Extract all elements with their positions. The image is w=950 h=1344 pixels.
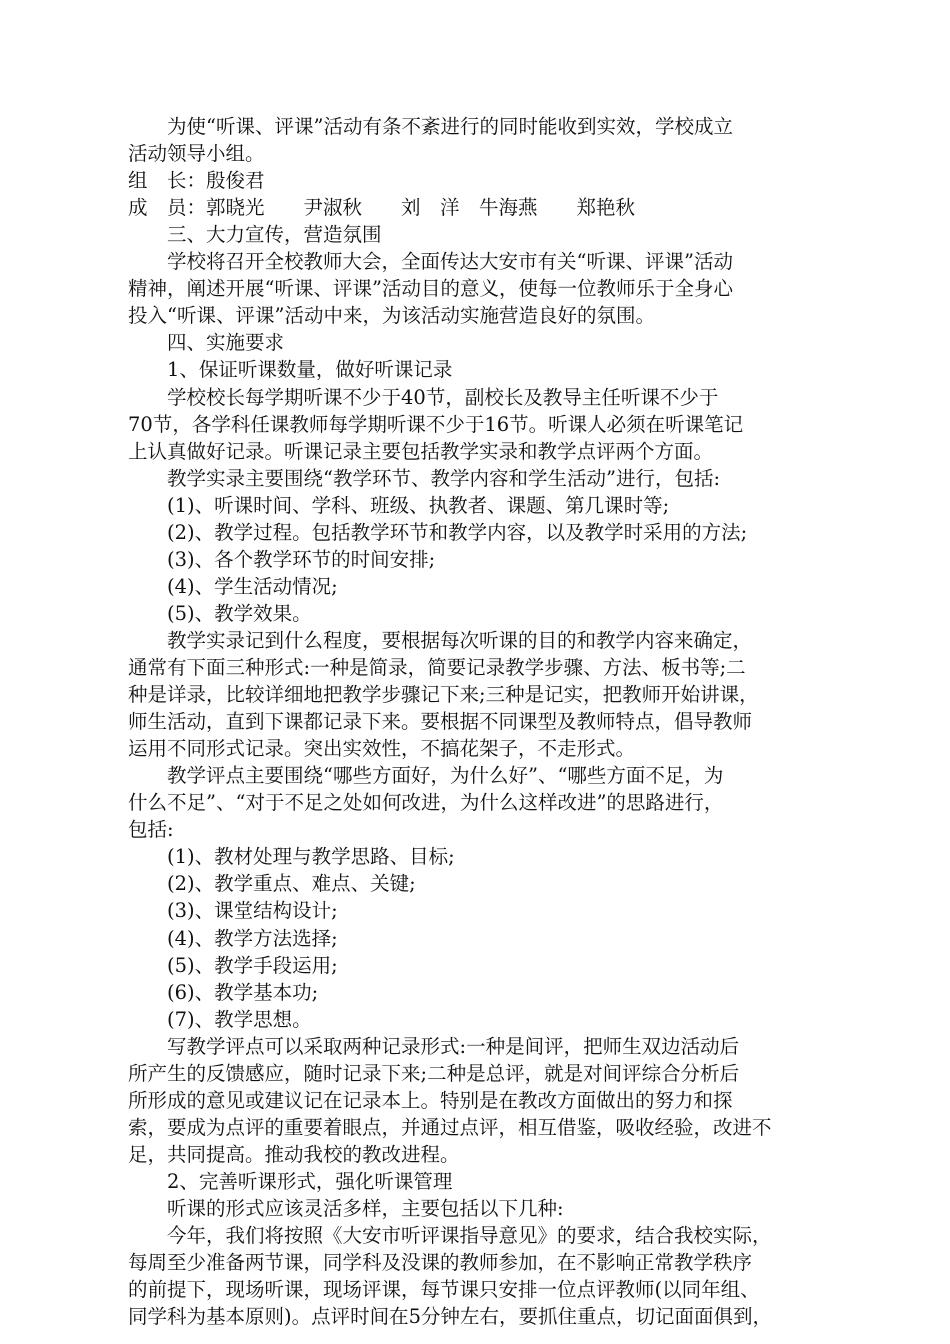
text-line: 通常有下面三种形式:一种是简录，简要记录教学步骤、方法、板书等;二 [128,656,746,679]
text-line: 运用不同形式记录。突出实效性，不搞花架子，不走形式。 [128,737,636,761]
text-line: (5)、教学效果。 [128,601,312,625]
text-line: 学校校长每学期听课不少于40节，副校长及教导主任听课不少于 [128,385,719,409]
text-line: 教学实录记到什么程度，要根据每次听课的目的和教学内容来确定， [128,628,753,652]
text-line: 听课的形式应该灵活多样，主要包括以下几种: [128,1197,564,1220]
text-line: (1)、听课时间、学科、班级、执教者、课题、第几课时等; [128,493,670,517]
text-line: 上认真做好记录。听课记录主要包括教学实录和教学点评两个方面。 [128,439,714,463]
text-line: (5)、教学手段运用; [128,953,338,977]
text-line: 70节，各学科任课教师每学期听课不少于16节。听课人必须在听课笔记 [128,412,744,436]
text-line: 包括: [128,818,174,842]
text-line: 每周至少准备两节课，同学科及没课的教师参加，在不影响正常教学秩序 [128,1251,753,1275]
text-line: (6)、教学基本功; [128,980,319,1004]
text-line: 索，要成为点评的重要着眼点，并通过点评，相互借鉴，吸收经验，改进不 [128,1115,772,1139]
text-line: (4)、教学方法选择; [128,926,338,950]
text-line: 组 长：殷俊君 [128,169,265,193]
text-line: 写教学评点可以采取两种记录形式:一种是间评，把师生双边活动后 [128,1034,740,1058]
text-line: 活动领导小组。 [128,142,265,166]
text-line: 所形成的意见或建议记在记录本上。特别是在教改方面做出的努力和探 [128,1088,733,1112]
text-line: 师生活动，直到下课都记录下来。要根据不同课型及教师特点，倡导教师 [128,710,753,734]
text-line: (1)、教材处理与教学思路、目标; [128,845,455,869]
text-line: 同学科为基本原则)。点评时间在5分钟左右，要抓住重点，切记面面俱到， [128,1305,773,1329]
text-line: 今年，我们将按照《大安市听评课指导意见》的要求，结合我校实际， [128,1224,772,1248]
text-line: 三、大力宣传，营造氛围 [128,223,382,247]
text-line: 1、保证听课数量，做好听课记录 [128,358,453,382]
text-line: 学校将召开全校教师大会，全面传达大安市有关“听课、评课”活动 [128,250,733,274]
text-line: (4)、学生活动情况; [128,574,338,598]
text-line: (2)、教学过程。包括教学环节和教学内容，以及教学时采用的方法; [128,520,748,544]
text-line: 种是详录，比较详细地把教学步骤记下来;三种是记实，把教师开始讲课， [128,683,759,707]
text-line: 足，共同提高。推动我校的教改进程。 [128,1142,460,1166]
text-line: 教学评点主要围绕“哪些方面好，为什么好”、“哪些方面不足，为 [128,764,724,788]
text-line: (2)、教学重点、难点、关键; [128,872,416,896]
text-line: 的前提下，现场听课，现场评课，每节课只安排一位点评教师(以同年组、 [128,1278,760,1302]
text-line: (3)、各个教学环节的时间安排; [128,547,436,571]
text-line: 2、完善听课形式，强化听课管理 [128,1169,453,1193]
text-line: (3)、课堂结构设计; [128,899,338,923]
text-line: 四、实施要求 [128,331,285,355]
text-line: 成 员：郭晓光 尹淑秋 刘 洋 牛海燕 郑艳秋 [128,196,636,220]
text-line: 什么不足”、“对于不足之处如何改进，为什么这样改进”的思路进行， [128,791,724,815]
text-line: 投入“听课、评课”活动中来，为该活动实施营造良好的氛围。 [128,304,655,328]
text-line: (7)、教学思想。 [128,1007,312,1031]
text-line: 教学实录主要围绕“教学环节、教学内容和学生活动”进行，包括: [128,466,721,490]
text-line: 所产生的反馈感应，随时记录下来;二种是总评，就是对间评综合分析后 [128,1061,740,1085]
text-line: 精神，阐述开展“听课、评课”活动目的意义，使每一位教师乐于全身心 [128,277,733,301]
text-line: 为使“听课、评课”活动有条不紊进行的同时能收到实效，学校成立 [128,115,733,138]
